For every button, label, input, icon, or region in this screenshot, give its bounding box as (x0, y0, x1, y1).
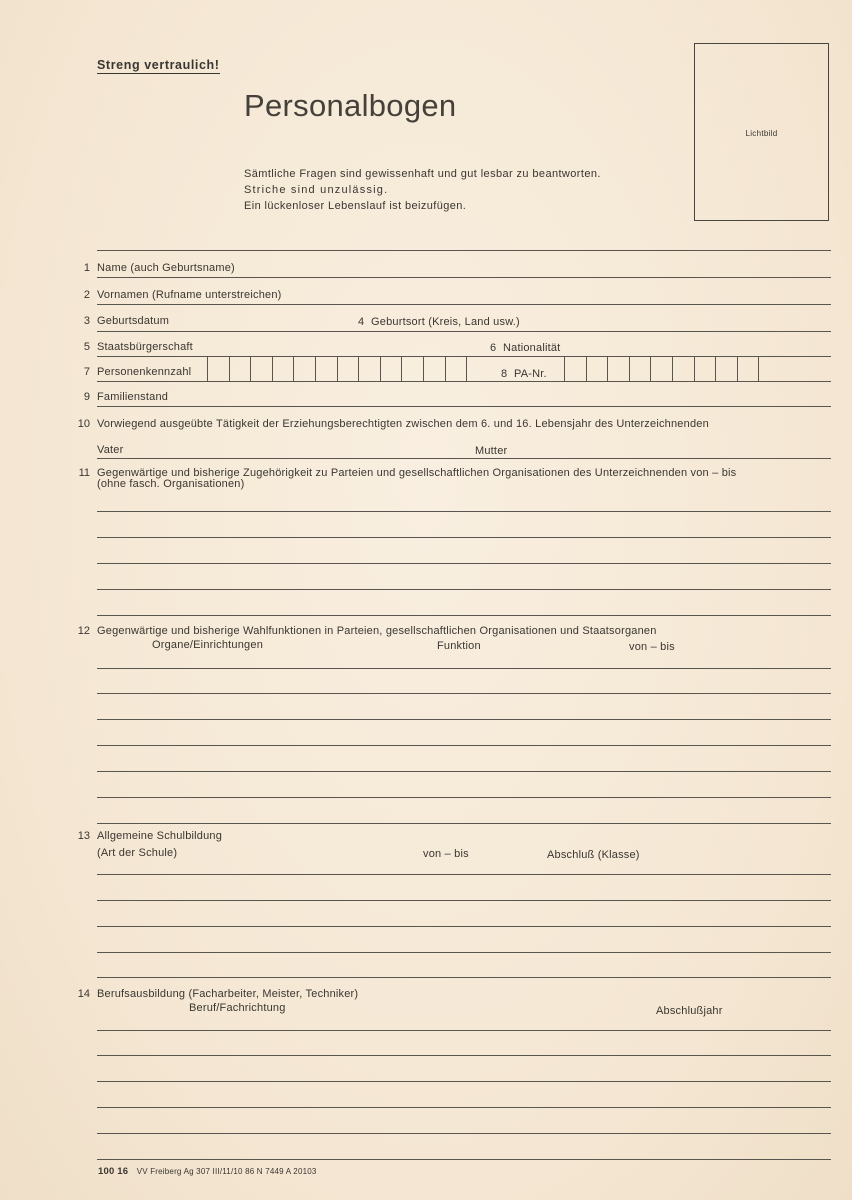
digit-box[interactable] (316, 357, 338, 381)
field-number: 4 (358, 316, 365, 328)
parteien-sublabel: (ohne fasch. Organisationen) (97, 478, 245, 490)
field-number: 3 (83, 315, 90, 327)
field-number: 10 (77, 418, 90, 430)
nationalitaet-label: Nationalität (503, 342, 561, 354)
field-number: 1 (83, 262, 90, 274)
wahlfunktionen-label: Gegenwärtige und bisherige Wahlfunktionen in Parteien, gesellschaftlichen Organisationen und Staatsorganen (97, 625, 657, 637)
instruction-line: Ein lückenloser Lebenslauf ist beizufügen. (244, 200, 467, 212)
wahlfunktionen-line[interactable] (97, 823, 831, 824)
digit-box[interactable] (424, 357, 446, 381)
digit-box[interactable] (738, 357, 760, 381)
digit-box[interactable] (695, 357, 717, 381)
photo-label: Lichtbild (745, 129, 778, 138)
instruction-line: Sämtliche Fragen sind gewissenhaft und gut lesbar zu beantworten. (244, 168, 601, 180)
instruction-line: Striche sind unzulässig. (244, 184, 389, 196)
digit-box[interactable] (673, 357, 695, 381)
instructions (244, 166, 601, 214)
berufsausbildung-label: Berufsausbildung (Facharbeiter, Meister, Techniker) (97, 988, 359, 1000)
schulbildung-line[interactable] (97, 874, 831, 875)
digit-box[interactable] (402, 357, 424, 381)
wahlfunktionen-line[interactable] (97, 668, 831, 669)
wahlfunktionen-line[interactable] (97, 771, 831, 772)
form-code: 100 16 (98, 1166, 129, 1177)
abschluss-column-label: Abschluß (Klasse) (547, 849, 640, 861)
name-label: Name (auch Geburtsname) (97, 262, 235, 274)
parteien-line[interactable] (97, 511, 831, 512)
pa-nr-boxes[interactable] (564, 357, 759, 381)
schulbildung-line[interactable] (97, 900, 831, 901)
digit-box[interactable] (338, 357, 360, 381)
schulbildung-line[interactable] (97, 952, 831, 953)
organe-column-label: Organe/Einrichtungen (152, 639, 264, 651)
staatsbuergerschaft-label: Staatsbürgerschaft (97, 341, 193, 353)
form-title: Personalbogen (244, 88, 457, 123)
field-number: 2 (83, 289, 90, 301)
berufsausbildung-line[interactable] (97, 1055, 831, 1056)
berufsausbildung-line[interactable] (97, 1081, 831, 1082)
field-number: 11 (78, 467, 90, 479)
digit-box[interactable] (630, 357, 652, 381)
separator-line (97, 250, 831, 251)
schulbildung-label: Allgemeine Schulbildung (97, 830, 223, 842)
schulbildung-line[interactable] (97, 977, 831, 978)
field-number: 13 (77, 830, 90, 842)
digit-box[interactable] (230, 357, 252, 381)
mutter-label: Mutter (475, 445, 508, 457)
personenkennzahl-field (97, 381, 831, 382)
wahlfunktionen-line[interactable] (97, 719, 831, 720)
field-number: 7 (83, 366, 90, 378)
print-info: VV Freiberg Ag 307 III/11/10 86 N 7449 A 20103 (136, 1167, 317, 1176)
digit-box[interactable] (251, 357, 273, 381)
geburtsdatum-label: Geburtsdatum (97, 315, 170, 327)
digit-box[interactable] (608, 357, 630, 381)
wahlfunktionen-line[interactable] (97, 797, 831, 798)
field-number: 8 (501, 368, 508, 380)
berufsausbildung-line[interactable] (97, 1107, 831, 1108)
digit-box[interactable] (294, 357, 316, 381)
geburt-field[interactable] (97, 331, 831, 332)
form-footer (98, 1166, 317, 1177)
geburtsort-label: Geburtsort (Kreis, Land usw.) (371, 316, 520, 328)
confidential-note: Streng vertraulich! (97, 58, 220, 72)
parteien-label: Gegenwärtige und bisherige Zugehörigkeit zu Parteien und gesellschaftlichen Organisationen des Unterzeichnenden von – bis (97, 467, 737, 479)
digit-box[interactable] (381, 357, 403, 381)
digit-box[interactable] (446, 357, 468, 381)
familienstand-label: Familienstand (97, 391, 169, 403)
taetigkeit-label: Vorwiegend ausgeübte Tätigkeit der Erziehungsberechtigten zwischen dem 6. und 16. Lebensjahr des Unterzeichnenden (97, 418, 709, 430)
wahlfunktionen-line[interactable] (97, 745, 831, 746)
digit-box[interactable] (208, 357, 230, 381)
field-number: 6 (490, 342, 497, 354)
parteien-line[interactable] (97, 615, 831, 616)
von-bis-column-label: von – bis (423, 848, 469, 860)
field-number: 5 (83, 341, 90, 353)
digit-box[interactable] (565, 357, 587, 381)
vornamen-field[interactable] (97, 304, 831, 305)
schulbildung-line[interactable] (97, 926, 831, 927)
wahlfunktionen-line[interactable] (97, 693, 831, 694)
field-number: 9 (83, 391, 90, 403)
vornamen-label: Vornamen (Rufname unterstreichen) (97, 289, 282, 301)
von-bis-column-label: von – bis (629, 641, 675, 653)
field-number: 14 (77, 988, 90, 1000)
digit-box[interactable] (273, 357, 295, 381)
familienstand-field[interactable] (97, 406, 831, 407)
personenkennzahl-boxes[interactable] (207, 357, 467, 381)
funktion-column-label: Funktion (437, 640, 481, 652)
digit-box[interactable] (359, 357, 381, 381)
parteien-line[interactable] (97, 589, 831, 590)
personenkennzahl-label: Personenkennzahl (97, 366, 192, 378)
vater-label: Vater (97, 444, 124, 456)
beruf-column-label: Beruf/Fachrichtung (189, 1002, 286, 1014)
pa-nr-label: PA-Nr. (514, 368, 547, 380)
abschlussjahr-column-label: Abschlußjahr (656, 1005, 723, 1017)
berufsausbildung-line[interactable] (97, 1159, 831, 1160)
digit-box[interactable] (651, 357, 673, 381)
photo-box[interactable] (694, 43, 829, 221)
parteien-line[interactable] (97, 537, 831, 538)
art-der-schule-label: (Art der Schule) (97, 847, 178, 859)
eltern-field[interactable] (97, 458, 831, 459)
berufsausbildung-line[interactable] (97, 1133, 831, 1134)
digit-box[interactable] (716, 357, 738, 381)
field-number: 12 (77, 625, 90, 637)
parteien-line[interactable] (97, 563, 831, 564)
digit-box[interactable] (587, 357, 609, 381)
berufsausbildung-line[interactable] (97, 1030, 831, 1031)
name-field[interactable] (97, 277, 831, 278)
